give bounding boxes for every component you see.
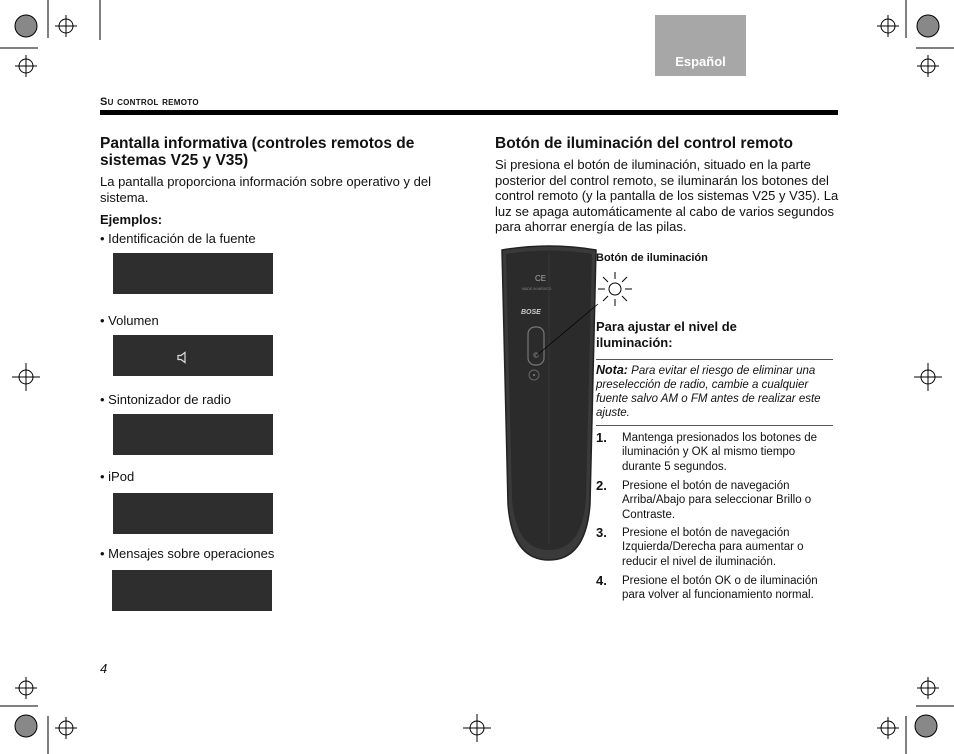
example-item-label: Identificación de la fuente [108, 231, 256, 246]
header-rule [100, 110, 838, 115]
step-number: 4. [596, 573, 607, 588]
example-item: • iPod [100, 469, 135, 484]
example-item: • Volumen [100, 313, 159, 328]
right-paragraph: Si presiona el botón de iluminación, situado en la parte posterior del control remoto, se iluminarán los botones del control remoto (y la pantalla de los sistemas V25 y V35). La luz se apaga automáticamente al cabo de varios segundos para ahorrar energía de las pilas. [495, 157, 839, 234]
note [596, 363, 836, 420]
ce-mark: CE [535, 274, 547, 283]
note-label: Nota: [596, 363, 628, 377]
page-number: 4 [100, 661, 108, 676]
example-item-label: Sintonizador de radio [108, 392, 232, 407]
step-number: 2. [596, 478, 607, 493]
section-title: Su control remoto [100, 96, 199, 108]
display-messages [112, 570, 272, 611]
example-item-label: iPod [108, 469, 135, 484]
example-item-label: Mensajes sobre operaciones [108, 546, 275, 561]
step-text: Presione el botón de navegación Izquierda/Derecha para aumentar o reducir el nivel de iluminación. [622, 527, 804, 568]
left-intro: La pantalla proporciona información sobre operativo y del sistema. [100, 174, 431, 205]
note-bottom-rule [596, 425, 833, 426]
examples-label: Ejemplos: [100, 212, 163, 227]
remote-illustration [494, 244, 604, 564]
display-ipod [113, 493, 273, 534]
left-heading: Pantalla informativa (controles remotos de sistemas V25 y V35) [100, 135, 415, 169]
display-volume [113, 335, 273, 376]
right-heading: Botón de iluminación del control remoto [495, 135, 793, 152]
example-item-label: Volumen [108, 313, 159, 328]
bose-logo: BOSE [521, 309, 541, 316]
made-in-text: MADE IN MEXICO [522, 287, 552, 291]
display-source [113, 253, 273, 294]
example-item: • Sintonizador de radio [100, 392, 232, 407]
language-tab: Español [655, 15, 746, 76]
light-icon [596, 270, 634, 308]
example-item: • Mensajes sobre operaciones [100, 546, 275, 561]
note-top-rule [596, 359, 833, 360]
example-item: • Identificación de la fuente [100, 231, 256, 246]
step-number: 1. [596, 430, 607, 445]
display-tuner [113, 414, 273, 455]
callout-label: Botón de iluminación [596, 252, 708, 264]
step-text: Mantenga presionados los botones de iluminación y OK al mismo tiempo durante 5 segundos. [622, 432, 818, 473]
step-text: Presione el botón OK o de iluminación para volver al funcionamiento normal. [622, 575, 818, 602]
speaker-icon [177, 351, 189, 364]
step-text: Presione el botón de navegación Arriba/Abajo para seleccionar Brillo o Contraste. [622, 480, 812, 521]
adjust-heading: Para ajustar el nivel de iluminación: [596, 319, 737, 350]
note-text: Para evitar el riesgo de eliminar una preselección de radio, cambie a cualquier fuente salvo AM o FM antes de realizar este ajuste. [596, 365, 821, 419]
step-number: 3. [596, 525, 607, 540]
